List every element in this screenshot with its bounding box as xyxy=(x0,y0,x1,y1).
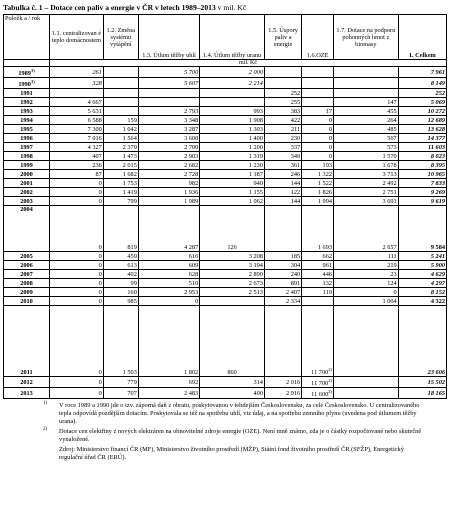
cell-c7: 2 751 xyxy=(334,188,399,197)
cell-c5: 337 xyxy=(264,143,301,152)
cell-c4 xyxy=(200,98,265,107)
cell-c6: 11 600$^{2)}$ xyxy=(302,388,334,399)
cell-c6 xyxy=(302,98,334,107)
cell-total: 13 628 xyxy=(398,125,446,134)
subsidy-table xyxy=(3,14,447,399)
cell-c2 xyxy=(103,98,138,107)
cell-c7: 0 xyxy=(334,288,399,297)
cell-total: 8 152 xyxy=(398,288,446,297)
cell-year: 2008 xyxy=(4,279,50,288)
cell-c7: 124 xyxy=(334,279,399,288)
cell-c3: 628 xyxy=(138,270,199,279)
cell-c3: 1 989 xyxy=(138,197,199,206)
cell-c6 xyxy=(302,89,334,98)
table-row xyxy=(4,78,447,89)
cell-c1: 0 xyxy=(50,197,104,206)
cell-c5: 2 916 xyxy=(264,388,301,399)
cell-c7 xyxy=(334,78,399,89)
table-row xyxy=(4,279,447,288)
cell-c2: 2 015 xyxy=(103,161,138,170)
cell-c3: 3 600 xyxy=(138,134,199,143)
cell-c2: 779 xyxy=(103,377,138,388)
cell-c2: 159 xyxy=(103,116,138,125)
table-row xyxy=(4,206,447,252)
cell-c7: 23 xyxy=(334,270,399,279)
cell-c4: 860 xyxy=(200,306,265,377)
cell-c4: 993 xyxy=(200,107,265,116)
cell-c1: 0 xyxy=(50,252,104,261)
cell-c7: 573 xyxy=(334,143,399,152)
footnote-1 xyxy=(43,402,427,425)
table-row xyxy=(4,306,447,377)
cell-c1: 261 xyxy=(50,67,104,78)
cell-year: 1996 xyxy=(4,134,50,143)
header-item-year: Položk a / rok xyxy=(4,15,50,60)
cell-c2: 402 xyxy=(103,270,138,279)
cell-year: 2005 xyxy=(4,252,50,261)
cell-c6: 17 xyxy=(302,107,334,116)
cell-c7: 2 657 xyxy=(334,206,399,252)
cell-c1: 4 667 xyxy=(50,98,104,107)
cell-c6: 961 xyxy=(302,261,334,270)
cell-c2: 1 753 xyxy=(103,179,138,188)
cell-c3: 510 xyxy=(138,279,199,288)
cell-c7 xyxy=(334,388,399,399)
cell-c1: 0 xyxy=(50,288,104,297)
cell-total: 7 961 xyxy=(398,67,446,78)
cell-c4: 1 187 xyxy=(200,170,265,179)
cell-year: 1994 xyxy=(4,116,50,125)
cell-c3: 2 953 xyxy=(138,288,199,297)
cell-c5: 144 xyxy=(264,197,301,206)
cell-c3: 3 348 xyxy=(138,116,199,125)
cell-total: 9 619 xyxy=(398,197,446,206)
table-row xyxy=(4,188,447,197)
cell-c7: 1 004 xyxy=(334,297,399,306)
header-uranium-mining: 1.4. Útlum těžby uranu xyxy=(200,15,265,60)
cell-c2: 2 379 xyxy=(103,143,138,152)
cell-c5: 422 xyxy=(264,116,301,125)
cell-c2: 1 473 xyxy=(103,152,138,161)
cell-year: 1998 xyxy=(4,152,50,161)
table-row xyxy=(4,98,447,107)
cell-c3: 692 xyxy=(138,377,199,388)
cell-c6: 132 xyxy=(302,279,334,288)
cell-c1: 0 xyxy=(50,388,104,399)
cell-c2: 799 xyxy=(103,197,138,206)
cell-total: 10 272 xyxy=(398,107,446,116)
cell-c5: 383 xyxy=(264,107,301,116)
cell-total: 8 395 xyxy=(398,161,446,170)
cell-c5: 246 xyxy=(264,170,301,179)
cell-total: 12 689 xyxy=(398,116,446,125)
cell-c6: 0 xyxy=(302,143,334,152)
cell-c5: 304 xyxy=(264,261,301,270)
cell-c2: 1 419 xyxy=(103,188,138,197)
header-renewables: 1.6.OZE xyxy=(302,15,334,60)
cell-year: 2010 xyxy=(4,297,50,306)
cell-c1: 5 631 xyxy=(50,107,104,116)
cell-year: 1990$^{1)}$ xyxy=(4,78,50,89)
table-row xyxy=(4,261,447,270)
cell-c1: 7 016 xyxy=(50,134,104,143)
table-row xyxy=(4,125,447,134)
cell-total: 4 322 xyxy=(398,297,446,306)
table-row xyxy=(4,197,447,206)
header-energy-savings: 1.5. Úspory paliv a energie xyxy=(264,15,301,60)
source-note: Zdroj: Ministerstvo financí ČR (MF), Ministerstvo životního prostředí (MŽP), Státní fond životního prostředí ČR (SFŽP), Energetický regulační úřad ČR (ERÚ). xyxy=(59,446,404,461)
cell-c5: 891 xyxy=(264,279,301,288)
cell-c7 xyxy=(334,306,399,377)
cell-c2: 1 682 xyxy=(103,170,138,179)
cell-c1: 87 xyxy=(50,170,104,179)
table-header xyxy=(4,15,447,67)
cell-total: 18 165 xyxy=(398,388,446,399)
cell-c7: 2 492 xyxy=(334,179,399,188)
table-row xyxy=(4,107,447,116)
cell-c5 xyxy=(264,206,301,252)
cell-c6: 446 xyxy=(302,270,334,279)
cell-c4: 1 303 xyxy=(200,125,265,134)
cell-c1: 0 xyxy=(50,297,104,306)
cell-c5 xyxy=(264,67,301,78)
table-row xyxy=(4,116,447,125)
cell-c1: 0 xyxy=(50,279,104,288)
cell-c1: 0 xyxy=(50,188,104,197)
cell-c4: 2 673 xyxy=(200,279,265,288)
cell-c4: 2 890 xyxy=(200,270,265,279)
cell-c5: 2 016 xyxy=(264,377,301,388)
cell-c7: 111 xyxy=(334,252,399,261)
cell-c3: 5 607 xyxy=(138,78,199,89)
cell-c3 xyxy=(138,89,199,98)
cell-c1: 0 xyxy=(50,179,104,188)
cell-c1: 4 327 xyxy=(50,143,104,152)
table-row xyxy=(4,67,447,78)
cell-c1: 7 300 xyxy=(50,125,104,134)
cell-c2 xyxy=(103,107,138,116)
cell-c5: 2 334 xyxy=(264,297,301,306)
cell-c5: 211 xyxy=(264,125,301,134)
cell-c2 xyxy=(103,67,138,78)
cell-c7: 455 xyxy=(334,107,399,116)
cell-c7: 1 678 xyxy=(334,161,399,170)
cell-c3: 1 936 xyxy=(138,188,199,197)
cell-c3: 4 287 xyxy=(138,206,199,252)
table-row xyxy=(4,152,447,161)
cell-total: 5 241 xyxy=(398,252,446,261)
cell-c2: 160 xyxy=(103,288,138,297)
cell-c3 xyxy=(138,98,199,107)
table-row xyxy=(4,89,447,98)
footnote-2-text: Dotace cen elektřiny z nových elektráren na obnovitelné zdroje energie (OZE). Není mně známo, zda je o částky rozpočtované nebo skutečně vynaložené. xyxy=(59,428,422,443)
footnote-1-text: V roce 1989 a 1990 jde o tzv. záporná daň z obratu, poskytovanou v tehdejším Československu, za celé Československo. U centralizovaného tepla odpovídá pozdějším dotacím. Poskytovala se též na spotřebu uhlí, viz údaj, a na spotřebu zemního plynu (uvedena pod útlumem těžby urana). xyxy=(59,402,420,425)
cell-c4: 400 xyxy=(200,388,265,399)
cell-c5: 2 407 xyxy=(264,288,301,297)
cell-c4: 1 319 xyxy=(200,152,265,161)
cell-c3: 2 793 xyxy=(138,107,199,116)
cell-c6: 11 700$^{2)}$ xyxy=(302,306,334,377)
header-heating-change: 1.2. Změna systému vytápění xyxy=(103,15,138,60)
cell-c3: 982 xyxy=(138,179,199,188)
cell-c3: 2 682 xyxy=(138,161,199,170)
header-district-heating: 1.1. centralizovan é teplo domácnostem xyxy=(50,15,104,60)
cell-c1: 0 xyxy=(50,377,104,388)
cell-c2: 613 xyxy=(103,261,138,270)
cell-c4: 2 000 xyxy=(200,67,265,78)
cell-c4 xyxy=(200,297,265,306)
cell-c4: 2 513 xyxy=(200,288,265,297)
cell-year: 1995 xyxy=(4,125,50,134)
cell-c6 xyxy=(302,67,334,78)
cell-total: 8 023 xyxy=(398,152,446,161)
cell-c5: 252 xyxy=(264,89,301,98)
cell-year: 2013 xyxy=(4,388,50,399)
cell-c6: 11 700$^{2)}$ xyxy=(302,377,334,388)
cell-c2 xyxy=(103,78,138,89)
cell-c3: 5 700 xyxy=(138,67,199,78)
cell-c1: 328 xyxy=(50,78,104,89)
table-row xyxy=(4,270,447,279)
cell-c2: 459 xyxy=(103,252,138,261)
cell-c6: 662 xyxy=(302,252,334,261)
cell-c4: 1 400 xyxy=(200,134,265,143)
cell-c1 xyxy=(50,89,104,98)
table-row xyxy=(4,288,447,297)
cell-year: 1997 xyxy=(4,143,50,152)
cell-year: 1999 xyxy=(4,161,50,170)
cell-c1: 6 588 xyxy=(50,116,104,125)
cell-total: 7 833 xyxy=(398,179,446,188)
cell-total: 4 297 xyxy=(398,279,446,288)
cell-total: 252 xyxy=(398,89,446,98)
cell-c1: 0 xyxy=(50,261,104,270)
cell-c4: 3 208 xyxy=(200,252,265,261)
cell-total: 8 149 xyxy=(398,78,446,89)
cell-c3: 2 903 xyxy=(138,152,199,161)
cell-c6: 1 522 xyxy=(302,179,334,188)
cell-c6: 193 xyxy=(302,161,334,170)
cell-c4: 126 xyxy=(200,206,265,252)
cell-total: 23 606 xyxy=(398,306,446,377)
cell-c6: 0 xyxy=(302,116,334,125)
table-row xyxy=(4,297,447,306)
cell-c7: 147 xyxy=(334,98,399,107)
cell-total: 9 269 xyxy=(398,188,446,197)
table-row xyxy=(4,388,447,399)
cell-c4: 1 200 xyxy=(200,143,265,152)
cell-c3: 0 xyxy=(138,297,199,306)
cell-c3: 2 483 xyxy=(138,388,199,399)
cell-c6: 0 xyxy=(302,134,334,143)
cell-c6 xyxy=(302,78,334,89)
cell-c5: 240 xyxy=(264,270,301,279)
cell-c4: 2 214 xyxy=(200,78,265,89)
cell-c6: 1 322 xyxy=(302,170,334,179)
cell-year: 2011 xyxy=(4,306,50,377)
cell-c5: 122 xyxy=(264,188,301,197)
table-row xyxy=(4,161,447,170)
table-row xyxy=(4,252,447,261)
cell-c1: 236 xyxy=(50,161,104,170)
cell-c3: 2 700 xyxy=(138,143,199,152)
cell-total: 11 603 xyxy=(398,143,446,152)
cell-c6: 119 xyxy=(302,288,334,297)
title-unit: v mil. Kč xyxy=(217,3,247,12)
cell-c4: 3 194 xyxy=(200,261,265,270)
cell-c1: 0 xyxy=(50,206,104,252)
cell-c1: 407 xyxy=(50,152,104,161)
cell-c7: 485 xyxy=(334,125,399,134)
header-biofuels: 1.7. Dotace na podporu pohonných hmot z biomasy xyxy=(334,15,399,60)
cell-c7 xyxy=(334,377,399,388)
document xyxy=(3,3,447,462)
cell-c5: 185 xyxy=(264,252,301,261)
cell-total: 4 629 xyxy=(398,270,446,279)
cell-c6: 1 994 xyxy=(302,197,334,206)
cell-total: 9 584 xyxy=(398,206,446,252)
cell-c6: 1 693 xyxy=(302,206,334,252)
table-row xyxy=(4,170,447,179)
footnote-2 xyxy=(43,428,427,443)
cell-year: 1991 xyxy=(4,89,50,98)
cell-total: 14 377 xyxy=(398,134,446,143)
cell-c4: 1 908 xyxy=(200,116,265,125)
cell-c7 xyxy=(334,89,399,98)
cell-c2: 707 xyxy=(103,388,138,399)
cell-c3: 3 287 xyxy=(138,125,199,134)
table-row xyxy=(4,179,447,188)
cell-c2: 819 xyxy=(103,206,138,252)
cell-c2: 985 xyxy=(103,297,138,306)
table-row xyxy=(4,134,447,143)
cell-c7: 567 xyxy=(334,134,399,143)
cell-year: 2000 xyxy=(4,170,50,179)
cell-year: 1989$^{1)}$ xyxy=(4,67,50,78)
cell-c7: 3 713 xyxy=(334,170,399,179)
cell-year: 2006 xyxy=(4,261,50,270)
unit-label: mil. Kč xyxy=(50,60,447,67)
cell-year: 2009 xyxy=(4,288,50,297)
cell-year: 2004 xyxy=(4,206,50,252)
cell-c3: 1 802 xyxy=(138,306,199,377)
table-title xyxy=(3,3,447,14)
cell-total: 5 069 xyxy=(398,98,446,107)
cell-c6: 0 xyxy=(302,125,334,134)
cell-total: 10 965 xyxy=(398,170,446,179)
cell-c4: 940 xyxy=(200,179,265,188)
cell-c5: 144 xyxy=(264,179,301,188)
cell-c4: 1 062 xyxy=(200,197,265,206)
cell-c2: 99 xyxy=(103,279,138,288)
cell-c2 xyxy=(103,89,138,98)
cell-c4: 1 155 xyxy=(200,188,265,197)
cell-c2: 1 503 xyxy=(103,306,138,377)
cell-c5: 361 xyxy=(264,161,301,170)
table-row xyxy=(4,377,447,388)
cell-c7: 219 xyxy=(334,261,399,270)
cell-year: 2007 xyxy=(4,270,50,279)
cell-c7: 3 691 xyxy=(334,197,399,206)
cell-c7: 264 xyxy=(334,116,399,125)
header-total: 1. Celkem xyxy=(398,15,446,60)
title-main: Tabulka č. 1 – Dotace cen paliv a energie v ČR v letech 1989–2013 xyxy=(3,3,216,12)
table-row xyxy=(4,143,447,152)
cell-total: 5 900 xyxy=(398,261,446,270)
cell-c1: 0 xyxy=(50,306,104,377)
cell-c5: 255 xyxy=(264,98,301,107)
cell-c6: 1 826 xyxy=(302,188,334,197)
footnote-2-mark: 2) xyxy=(43,427,48,433)
cell-c3: 609 xyxy=(138,261,199,270)
cell-c5: 230 xyxy=(264,134,301,143)
cell-c3: 2 728 xyxy=(138,170,199,179)
cell-c5 xyxy=(264,306,301,377)
cell-year: 1992 xyxy=(4,98,50,107)
cell-c3: 616 xyxy=(138,252,199,261)
cell-year: 2002 xyxy=(4,188,50,197)
cell-year: 1993 xyxy=(4,107,50,116)
cell-total: 15 502 xyxy=(398,377,446,388)
cell-year: 2012 xyxy=(4,377,50,388)
footnote-1-mark: 1) xyxy=(43,401,48,407)
cell-c5 xyxy=(264,78,301,89)
cell-c6 xyxy=(302,297,334,306)
cell-c4: 314 xyxy=(200,377,265,388)
cell-c2: 1 042 xyxy=(103,125,138,134)
cell-c2: 1 564 xyxy=(103,134,138,143)
cell-c7 xyxy=(334,67,399,78)
header-coal-mining: 1.3. Útlum těžby uhlí xyxy=(138,15,199,60)
table-body xyxy=(4,67,447,399)
footnotes xyxy=(3,402,447,461)
cell-c4 xyxy=(200,89,265,98)
cell-c4: 1 230 xyxy=(200,161,265,170)
unit-spacer xyxy=(4,60,50,67)
cell-c6: 0 xyxy=(302,152,334,161)
cell-year: 2003 xyxy=(4,197,50,206)
cell-c7: 1 570 xyxy=(334,152,399,161)
cell-c1: 0 xyxy=(50,270,104,279)
cell-c5: 349 xyxy=(264,152,301,161)
cell-year: 2001 xyxy=(4,179,50,188)
